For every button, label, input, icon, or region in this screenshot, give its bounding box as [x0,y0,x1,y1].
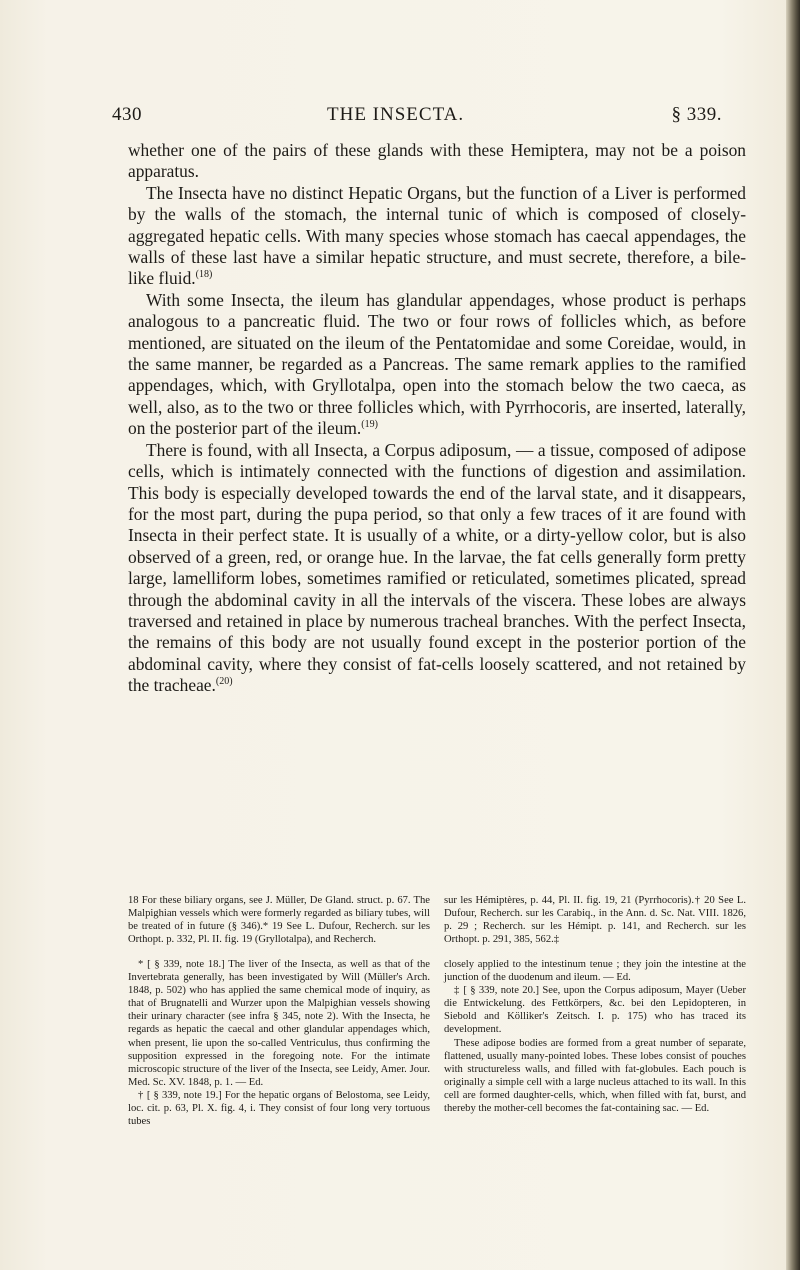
editor-note: closely applied to the intestinum tenue ; they join the intestine at the junction of the duodenum and ileum. — Ed. [444,959,746,984]
page-header [112,104,722,130]
running-title: THE INSECTA. [327,104,465,125]
editor-note: These adipose bodies are formed from a great number of separate, flattened, usually many-pointed lobes. These lobes consist of pouches with structureless walls, and filled with fat-globules. Each pouch is originally a simple cell with a large nucleus attached to its wall. In this cell are formed daughter-cells, which, when filled with fat, burst, and thereby the mother-cell becomes the fat-containing sac. — Ed. [444,1037,746,1115]
footnote-ref: (18) [195,269,213,281]
footnote-ref: (20) [215,676,233,688]
footnote-ref: (19) [361,419,378,431]
editor-note-column-left [128,958,430,1128]
section-number: § 339. [671,104,722,125]
paragraph [128,290,746,440]
paragraph: whether one of the pairs of these glands with these Hemiptera, may not be a poison apparatus. [128,140,746,182]
footnote-text: sur les Hémiptères, p. 44, Pl. II. fig. 19, 21 (Pyrrhocoris).† 20 See L. Dufour, Recherch. sur les Carabiq., in the Ann. d. Sc. Nat. VIII. 1826, p. 29 ; Recherch. sur les Hémipt. p. 141, and Recherch. sur les Orthopt. p. 291, 385, 562.‡ [444,895,746,946]
book-spine-edge [786,0,800,1270]
paragraph-text: The Insecta have no distinct Hepatic Organs, but the function of a Liver is performed by the walls of the stomach, the internal tunic of which is composed of closely-aggregated hepatic cells. With many species whose stomach has caecal appendages, the walls of these last have a similar hepatic structure, and must secrete, therefore, a bile-like fluid. [128,182,746,289]
main-text [128,140,746,697]
paragraph [128,440,746,697]
editor-footnotes [128,958,746,1128]
editor-note: * [ § 339, note 18.] The liver of the Insecta, as well as that of the Invertebrata generally, has been investigated by Will (Müller's Arch. 1848, p. 502) who has applied the same chemical mode of inquiry, as that of Brugnatelli and Wurzer upon the Malpighian vessels showing their urinary character (see infra § 345, note 2). With the Insecta, he regards as hepatic the caecal and other glandular appendages which, when present, lie upon the so-called Ventriculus, thus confirming the supposition expressed in the foregoing note. For the intimate microscopic structure of the liver of the Insecta, see Leidy, Amer. Jour. Med. Sc. XV. 1848, p. 1. — Ed. [128,959,430,1088]
paragraph-text: With some Insecta, the ileum has glandular appendages, whose product is perhaps analogous to a pancreatic fluid. The two or four rows of follicles which, as before mentioned, are situated on the ileum of the Pentatomidae and some Coreidae, would, in the same manner, be regarded as a Pancreas. The same remark applies to the ramified appendages, which, with Gryllotalpa, open into the stomach below the two caeca, as well, also, as to the two or three follicles which, with Pyrrhocoris, are inserted, laterally, on the posterior part of the ileum. [128,289,746,439]
page-number: 430 [112,104,142,125]
paragraph [128,183,746,290]
footnote-column-right [444,894,746,946]
author-footnotes [128,894,746,946]
editor-note: ‡ [ § 339, note 20.] See, upon the Corpus adiposum, Mayer (Ueber die Entwickelung. des Fettkörpers, &c. bei den Lepidopteren, in Siebold and Kölliker's Zeitsch. I. p. 175) who has traced its development. [444,985,746,1036]
editor-note-column-right [444,958,746,1128]
paragraph-text: There is found, with all Insecta, a Corpus adiposum, — a tissue, composed of adipose cells, which is intimately connected with the functions of digestion and assimilation. This body is especially developed towards the end of the larval state, and it disappears, for the most part, during the pupa period, so that only a few traces of it are found with Insecta in their perfect state. It is usually of a white, or a dirty-yellow color, but is also observed of a green, red, or orange hue. In the larvae, the fat cells generally form pretty large, lamelliform lobes, sometimes ramified or reticulated, sometimes plicated, spread through the abdominal cavity in all the intervals of the viscera. These lobes are always traversed and retained in place by numerous tracheal branches. With the perfect Insecta, the remains of this body are not usually found except in the posterior portion of the abdominal cavity, where they consist of fat-cells loosely scattered, and not retained by the tracheae. [128,439,746,696]
footnote-text: 18 For these biliary organs, see J. Müller, De Gland. struct. p. 67. The Malpighian vessels which were formerly regarded as biliary tubes, will be treated of in future (§ 346).* 19 See L. Dufour, Recherch. sur les Orthopt. p. 332, Pl. II. fig. 19 (Gryllotalpa), and Recherch. [128,895,430,946]
footnote-column-left [128,894,430,946]
editor-note: † [ § 339, note 19.] For the hepatic organs of Belostoma, see Leidy, loc. cit. p. 63, Pl. X. fig. 4, i. They consist of four long very tortuous tubes [128,1089,430,1128]
